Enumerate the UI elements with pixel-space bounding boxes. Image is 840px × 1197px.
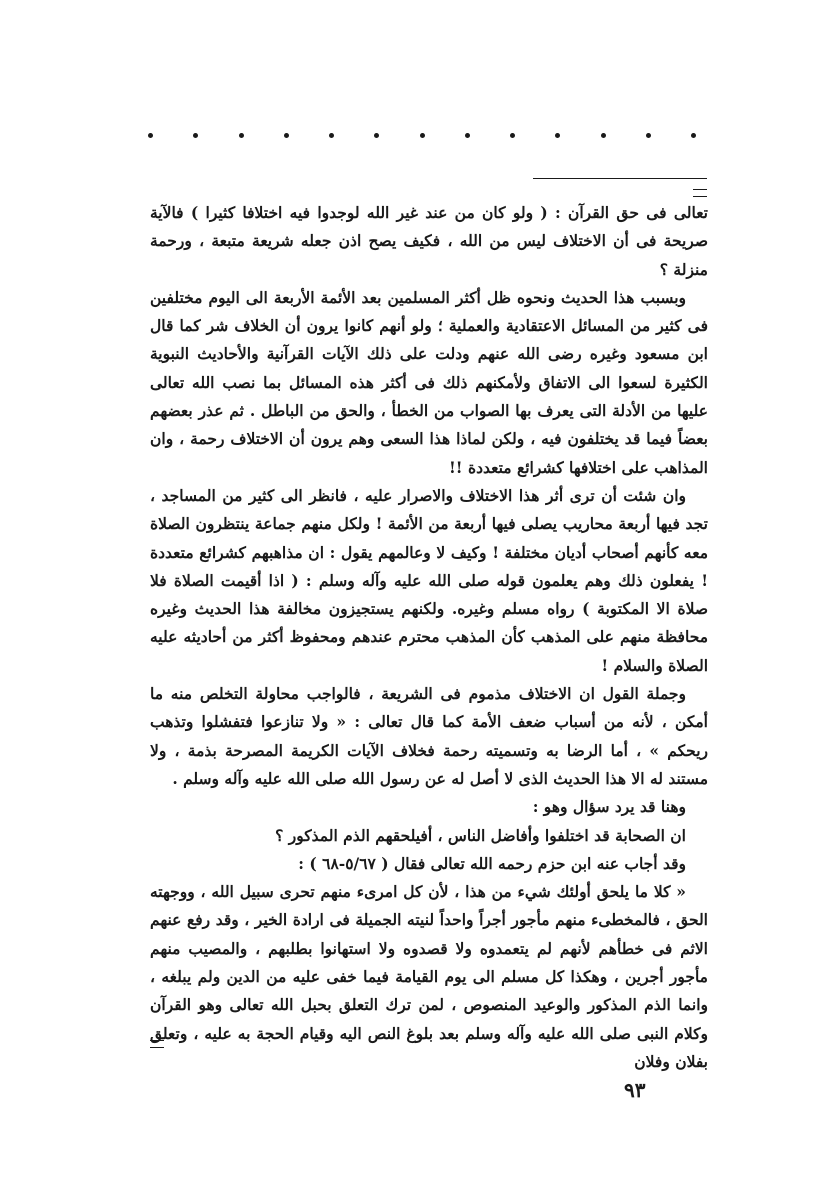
paragraph: تعالى فى حق القرآن : ( ولو كان من عند غير الله لوجدوا فيه اختلافا كثيرا ) فالآية صريحة فى أن الاختلاف ليس من الله ، فكيف يصح اذن جعله شريعة متبعة ، ورحمة منزلة ؟: [150, 203, 708, 279]
dot: [374, 133, 379, 138]
dot: [465, 133, 470, 138]
dot: [555, 133, 560, 138]
paragraph: وهنا قد يرد سؤال وهو :: [532, 797, 686, 817]
body-text: [150, 199, 708, 1076]
continuation-mark-bottom: [150, 1040, 164, 1048]
dot: [601, 133, 606, 138]
paragraph: وجملة القول ان الاختلاف مذموم فى الشريعة ، فالواجب محاولة التخلص منه ما أمكن ، لأنه من أسباب ضعف الأمة كما قال تعالى : « ولا تنازعوا فتفشلوا وتذهب ريحكم » ، أما الرضا به وتسميته رحمة فخلاف الآيات الكريمة المصرحة بذمة ، ولا مستند له الا هذا الحديث الذى لا أصل له عن رسول الله صلى الله عليه وآله وسلم .: [150, 684, 708, 788]
quote-paragraph: « كلا ما يلحق أولئك شيء من هذا ، لأن كل امرىء منهم تحرى سبيل الله ، ووجهته الحق ، فالمخطىء منهم مأجور أجراً واحداً لنيته الجميلة فى ارادة الخير ، وقد رفع عنهم الاثم فى خطأهم لأنهم لم يتعمدوه ولا قصدوه ولا استهانوا بطلبهم ، والمصيب منهم مأجور أجرين ، وهكذا كل مسلم الى يوم القيامة فيما خفى عليه من الدين ولم يبلغه ، وانما الذم المذكور والوعيد المنصوص ، لمن ترك التعلق بحبل الله تعالى وهو القرآن وكلام النبى صلى الله عليه وآله وسلم بعد بلوغ النص اليه وقيام الحجة به عليه ، وتعلق بفلان وفلان: [150, 882, 708, 1071]
paragraph: وان شئت أن ترى أثر هذا الاختلاف والاصرار عليه ، فانظر الى كثير من المساجد ، تجد فيها أربعة محاريب يصلى فيها أربعة من الأئمة ! ولكل منهم جماعة ينتظرون الصلاة معه كأنهم أصحاب أديان مختلفة ! وكيف لا وعالمهم يقول : ان مذاهبهم كشرائع متعددة ! يفعلون ذلك وهم يعلمون قوله صلى الله عليه وآله وسلم : ( اذا أقيمت الصلاة فلا صلاة الا المكتوبة ) رواه مسلم وغيره. ولكنهم يستجيزون مخالفة هذا الحديث وغيره محافظة منهم على المذهب كأن المذهب محترم عندهم ومحفوظ أكثر من أحاديثه عليه الصلاة والسلام !: [150, 485, 708, 675]
dot: [284, 133, 289, 138]
dot: [691, 133, 696, 138]
paragraph: ان الصحابة قد اختلفوا وأفاضل الناس ، أفيلحقهم الذم المذكور ؟: [275, 825, 686, 845]
dotted-separator: [148, 133, 696, 138]
dot: [420, 133, 425, 138]
dot: [193, 133, 198, 138]
dot: [148, 133, 153, 138]
dot: [510, 133, 515, 138]
dot: [329, 133, 334, 138]
paragraph: وبسبب هذا الحديث ونحوه ظل أكثر المسلمين بعد الأئمة الأربعة الى اليوم مختلفين فى كثير من المسائل الاعتقادية والعملية ؛ ولو أنهم كانوا يرون أن الخلاف شر كما قال ابن مسعود وغيره رضى الله عنهم ودلت على ذلك الآيات القرآنية والأحاديث النبوية الكثيرة لسعوا الى الاتفاق ولأمكنهم ذلك فى أكثر هذه المسائل بما نصب الله تعالى عليها من الأدلة التى يعرف بها الصواب من الخطأ ، والحق من الباطل . ثم عذر بعضهم بعضاً فيما قد يختلفون فيه ، ولكن لماذا هذا السعى وهم يرون أن الاختلاف رحمة ، وان المذاهب على اختلافها كشرائع متعددة !!: [150, 287, 708, 477]
dot: [239, 133, 244, 138]
paragraph: وقد أجاب عنه ابن حزم رحمه الله تعالى فقال ( ٥/٦٧-٦٨ ) :: [298, 853, 686, 873]
continuation-mark-top: [693, 189, 707, 197]
footnote-rule: [533, 178, 707, 179]
page-number: ٩٣: [624, 1078, 646, 1102]
dot: [646, 133, 651, 138]
